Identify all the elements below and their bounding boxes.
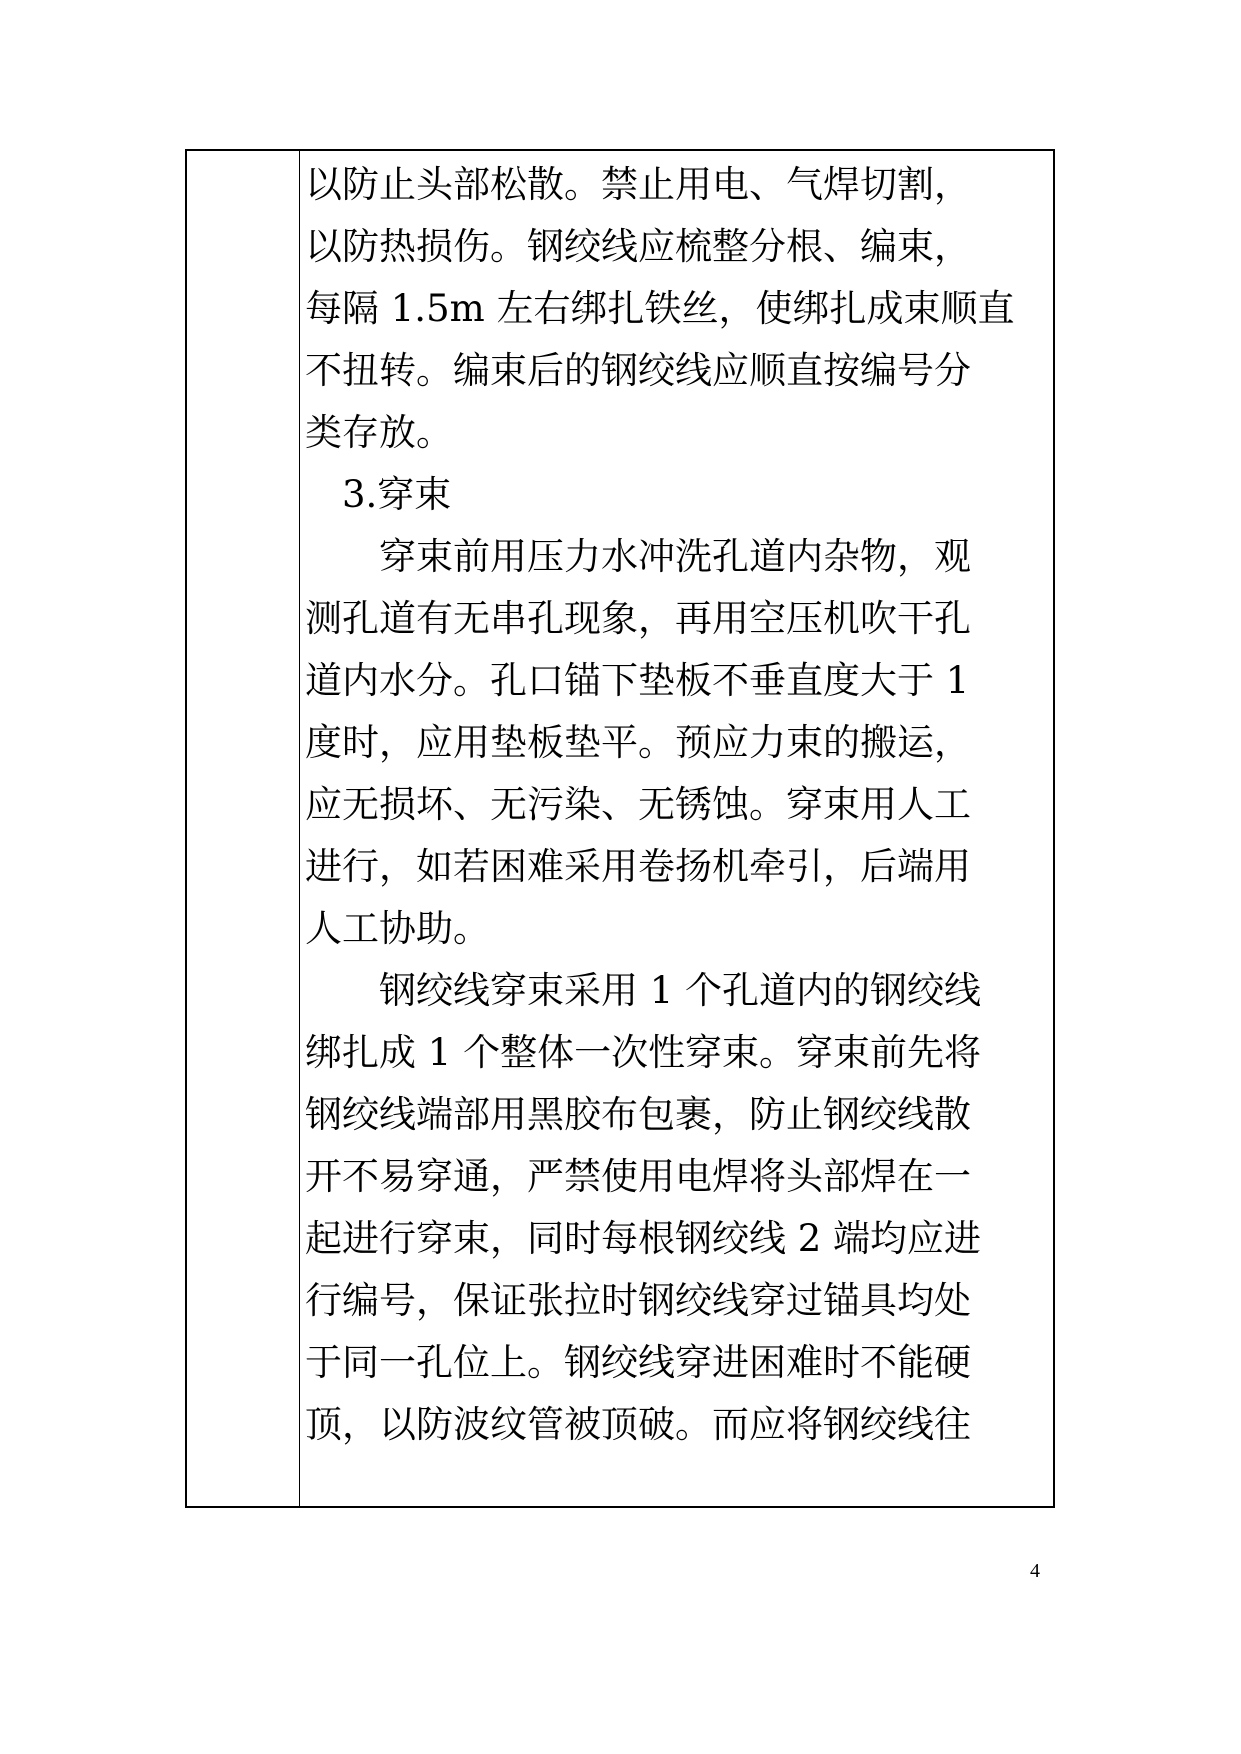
section-heading: 3.穿束 bbox=[305, 473, 452, 516]
text-line: 不扭转。编束后的钢绞线应顺直按编号分 bbox=[305, 349, 971, 392]
text-line: 以防热损伤。钢绞线应梳整分根、编束， bbox=[305, 225, 971, 268]
text-line: 绑扎成 1 个整体一次性穿束。穿束前先将 bbox=[305, 1031, 982, 1074]
text-line: 每隔 1.5m 左右绑扎铁丝，使绑扎成束顺直 bbox=[305, 287, 1015, 330]
text-line: 人工协助。 bbox=[305, 907, 490, 950]
text-line: 钢绞线端部用黑胶布包裹，防止钢绞线散 bbox=[305, 1093, 971, 1136]
text-line: 应无损坏、无污染、无锈蚀。穿束用人工 bbox=[305, 783, 971, 826]
text-line: 以防止头部松散。禁止用电、气焊切割， bbox=[305, 163, 971, 206]
page-number: 4 bbox=[1030, 1560, 1040, 1582]
text-line: 测孔道有无串孔现象，再用空压机吹干孔 bbox=[305, 597, 971, 640]
text-line: 穿束前用压力水冲洗孔道内杂物，观 bbox=[305, 535, 971, 578]
left-column-cell bbox=[187, 151, 299, 1506]
text-line: 行编号，保证张拉时钢绞线穿过锚具均处 bbox=[305, 1279, 971, 1322]
text-line: 进行，如若困难采用卷扬机牵引，后端用 bbox=[305, 845, 971, 888]
document-table bbox=[185, 149, 1055, 1508]
text-line: 于同一孔位上。钢绞线穿进困难时不能硬 bbox=[305, 1341, 971, 1384]
text-line: 钢绞线穿束采用 1 个孔道内的钢绞线 bbox=[305, 969, 982, 1012]
text-line: 类存放。 bbox=[305, 411, 453, 454]
text-line: 起进行穿束，同时每根钢绞线 2 端均应进 bbox=[305, 1217, 982, 1260]
text-line: 度时，应用垫板垫平。预应力束的搬运， bbox=[305, 721, 971, 764]
text-line: 道内水分。孔口锚下垫板不垂直度大于 1 bbox=[305, 659, 970, 702]
text-line: 开不易穿通，严禁使用电焊将头部焊在一 bbox=[305, 1155, 971, 1198]
content-cell bbox=[300, 151, 1053, 1506]
text-line: 顶，以防波纹管被顶破。而应将钢绞线往 bbox=[305, 1403, 971, 1446]
